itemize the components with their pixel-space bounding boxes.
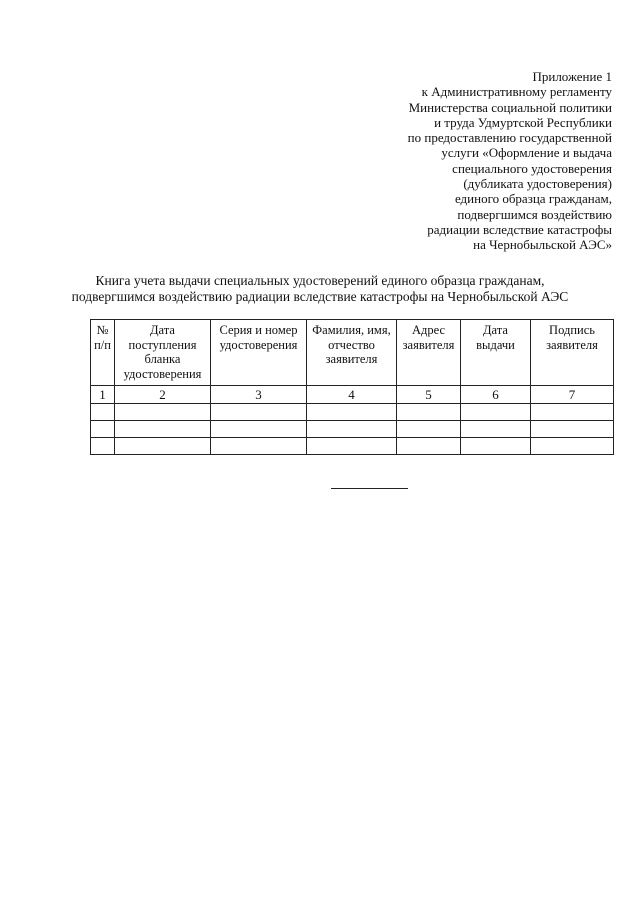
- header-receipt-date: [115, 320, 211, 386]
- header-issue-date: [461, 320, 531, 386]
- header-text: Дата: [150, 323, 175, 337]
- header-text: Серия и номер: [219, 323, 298, 337]
- table-cell: [531, 404, 614, 421]
- appendix-block: [312, 69, 612, 253]
- header-series-number: [211, 320, 307, 386]
- header-text: Фамилия, имя,: [312, 323, 391, 337]
- table-cell: [115, 421, 211, 438]
- header-text: №: [96, 323, 109, 337]
- table-cell: [461, 404, 531, 421]
- appendix-line: радиации вследствие катастрофы: [427, 221, 612, 237]
- appendix-line: подвергшимся воздействию: [457, 206, 612, 222]
- column-number: 2: [115, 386, 211, 404]
- appendix-line: специального удостоверения: [452, 160, 612, 176]
- column-number: 4: [307, 386, 397, 404]
- appendix-line: по предоставлению государственной: [407, 130, 612, 146]
- column-number: 5: [397, 386, 461, 404]
- header-text: п/п: [94, 337, 111, 352]
- header-text: выдачи: [476, 337, 515, 352]
- header-text: заявителя: [402, 337, 455, 352]
- book-title-line-2: подвергшимся воздействию радиации вследствие катастрофы на Чернобыльской АЭС: [71, 289, 569, 304]
- header-text: поступления: [128, 337, 197, 352]
- table-row: [91, 438, 614, 455]
- column-number: 3: [211, 386, 307, 404]
- table-cell: [461, 421, 531, 438]
- header-row: [91, 320, 614, 386]
- table-row: [91, 421, 614, 438]
- table-cell: [461, 438, 531, 455]
- header-text: Адрес: [411, 323, 446, 337]
- header-text: Дата: [483, 323, 508, 337]
- header-text: отчество: [328, 337, 375, 352]
- header-signature: [531, 320, 614, 386]
- table-cell: [307, 438, 397, 455]
- table-cell: [91, 438, 115, 455]
- header-text: Подпись: [549, 323, 595, 337]
- table-cell: [91, 404, 115, 421]
- column-number: 6: [461, 386, 531, 404]
- table-cell: [397, 404, 461, 421]
- column-number: 7: [531, 386, 614, 404]
- appendix-line: услуги «Оформление и выдача: [441, 145, 612, 161]
- appendix-line: (дубликата удостоверения): [463, 176, 612, 192]
- appendix-line: Министерства социальной политики: [408, 99, 612, 115]
- table-cell: [531, 438, 614, 455]
- table-cell: [91, 421, 115, 438]
- table-cell: [115, 404, 211, 421]
- header-text: бланка: [144, 352, 181, 366]
- table-cell: [115, 438, 211, 455]
- table-cell: [211, 438, 307, 455]
- book-title: [60, 273, 580, 305]
- table-cell: [531, 421, 614, 438]
- table-cell: [397, 421, 461, 438]
- ledger-table: [90, 319, 614, 455]
- header-address: [397, 320, 461, 386]
- header-text: удостоверения: [219, 337, 298, 352]
- header-text: удостоверения: [123, 366, 202, 381]
- book-title-line-1: Книга учета выдачи специальных удостоверений единого образца гражданам,: [95, 273, 545, 288]
- table-cell: [211, 421, 307, 438]
- column-number-row: [91, 386, 614, 404]
- appendix-line: и труда Удмуртской Республики: [434, 114, 612, 130]
- table-cell: [211, 404, 307, 421]
- closing-divider: [331, 488, 408, 489]
- header-text: заявителя: [546, 337, 598, 352]
- appendix-line: единого образца гражданам,: [454, 191, 612, 207]
- header-full-name: [307, 320, 397, 386]
- table-cell: [307, 421, 397, 438]
- table-row: [91, 404, 614, 421]
- appendix-line: Приложение 1: [532, 69, 612, 84]
- table-cell: [307, 404, 397, 421]
- header-number: [91, 320, 115, 386]
- column-number: 1: [91, 386, 115, 404]
- appendix-line: к Административному регламенту: [421, 84, 612, 100]
- header-text: заявителя: [325, 352, 378, 366]
- appendix-line: на Чернобыльской АЭС»: [473, 237, 612, 253]
- table-cell: [397, 438, 461, 455]
